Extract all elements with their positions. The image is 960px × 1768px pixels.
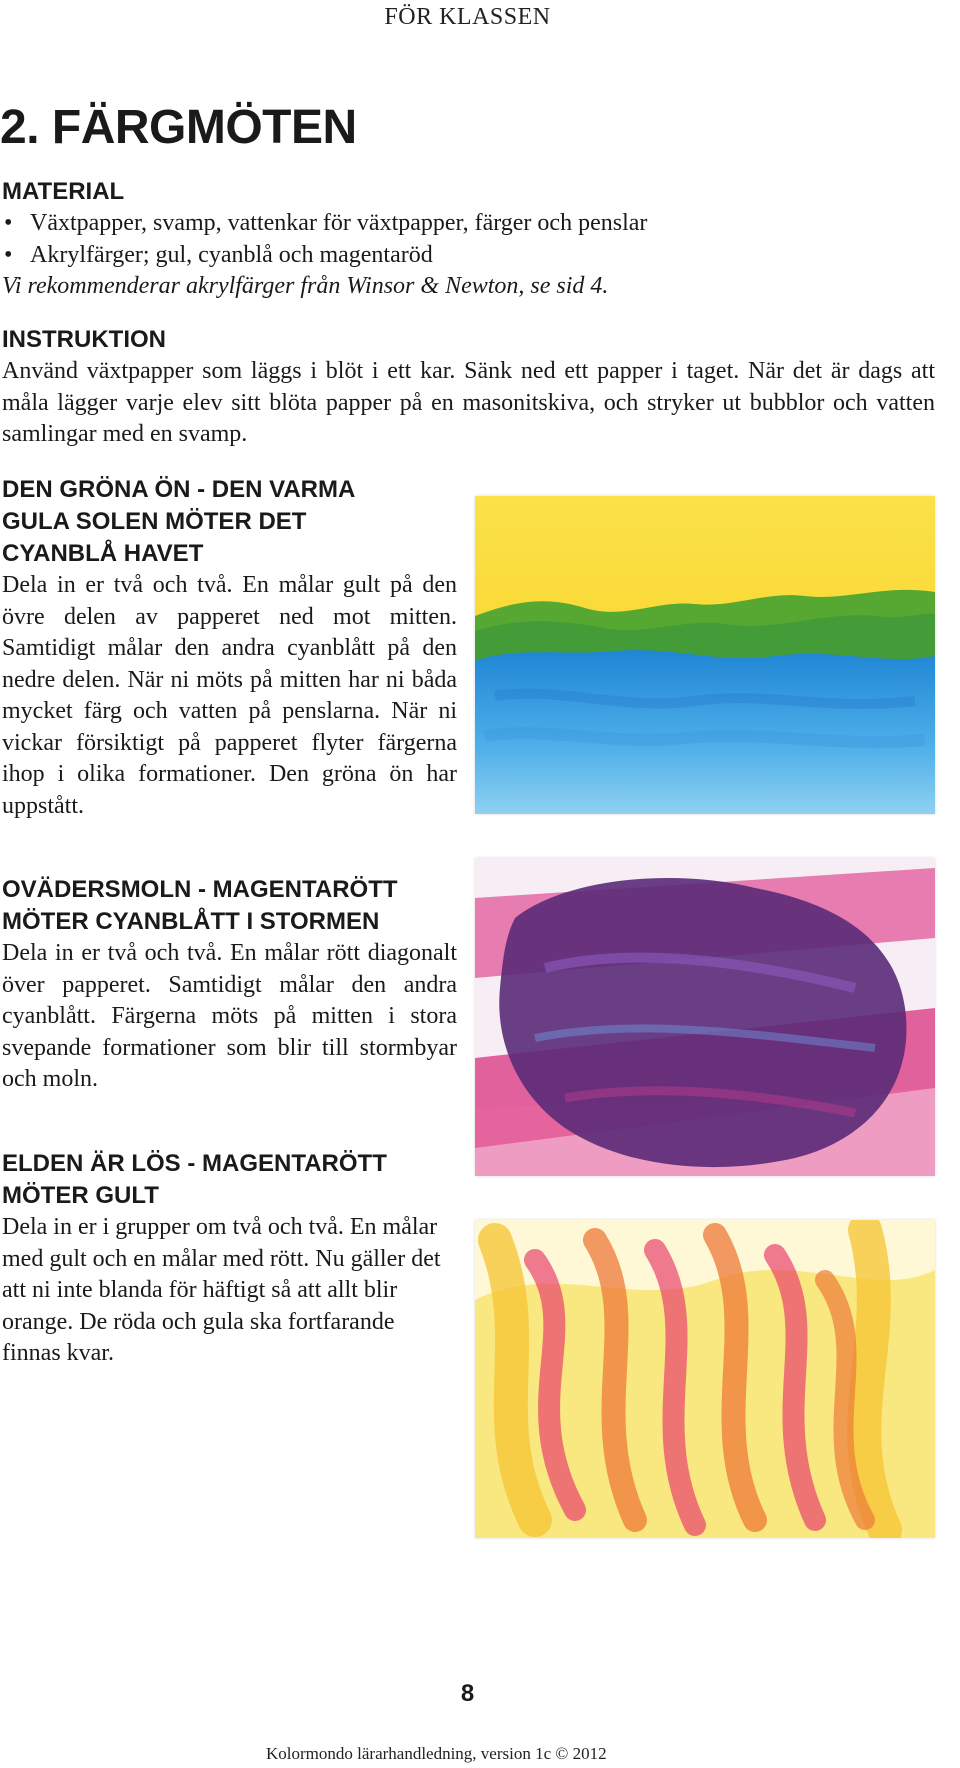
exercise-heading: OVÄDERSMOLN - MAGENTARÖTT MÖTER CYANBLÅTT I STORMEN: [2, 876, 398, 935]
exercise-fire: [2, 1148, 457, 1370]
exercise-green-island: [2, 474, 457, 822]
magenta-purple-storm-painting-icon: [475, 858, 935, 1176]
material-section: [2, 176, 902, 303]
exercise-heading: ELDEN ÄR LÖS - MAGENTARÖTT MÖTER GULT: [2, 1150, 387, 1209]
instruktion-text: Använd växtpapper som läggs i blöt i ett kar. Sänk ned ett papper i taget. När det är dags att måla lägger varje elev sitt blöta papper på en masonitskiva, och stryker ut bubblor och vatten samlingar med en svamp.: [2, 358, 935, 447]
instruktion-heading: INSTRUKTION: [2, 326, 166, 353]
exercise-heading: DEN GRÖNA ÖN - DEN VARMA GULA SOLEN MÖTER DET CYANBLÅ HAVET: [2, 476, 356, 567]
bullet-icon: •: [4, 210, 13, 236]
page-number: 8: [460, 1680, 475, 1707]
yellow-red-fire-painting-icon: [475, 1220, 935, 1538]
list-item: • Växtpapper, svamp, vattenkar för växtpapper, färger och penslar: [2, 208, 902, 240]
material-list: [2, 208, 902, 271]
material-note: Vi rekommenderar akrylfärger från Winsor & Newton, se sid 4.: [2, 273, 609, 299]
exercise-text: Dela in er två och två. En målar gult på den övre delen av papperet ned mot mitten. Samtidigt målar den andra cyanblått på den nedre delen. När ni möts på mitten har ni båda mycket färg och vatten på penslarna. När ni vickar försiktigt på papperet flyter färgerna ihop i olika formationer. Den gröna ön har uppstått.: [2, 572, 457, 819]
list-item: • Akrylfärger; gul, cyanblå och magentaröd: [2, 240, 902, 272]
instruktion-section: [2, 324, 935, 451]
bullet-icon: •: [4, 241, 13, 268]
page-title: 2. FÄRGMÖTEN: [0, 101, 357, 154]
material-heading: MATERIAL: [2, 178, 125, 205]
running-header: FÖR KLASSEN: [384, 4, 551, 30]
yellow-green-blue-landscape-painting-icon: [475, 496, 935, 814]
footer: Kolormondo lärarhandledning, version 1c © 2012: [266, 1744, 607, 1763]
exercise-text: Dela in er i grupper om två och två. En målar med gult och en målar med rött. Nu gäller det att ni inte blanda för häftigt så att allt blir orange. De röda och gula ska fortfarande finnas kvar.: [2, 1214, 441, 1366]
exercise-text: Dela in er två och två. En målar rött diagonalt över papperet. Samtidigt målar den andra cyanblått. Färgerna möts på mitten i stora svepande formationer som blir till stormbyar och moln.: [2, 940, 457, 1092]
exercise-storm-clouds: [2, 874, 457, 1096]
